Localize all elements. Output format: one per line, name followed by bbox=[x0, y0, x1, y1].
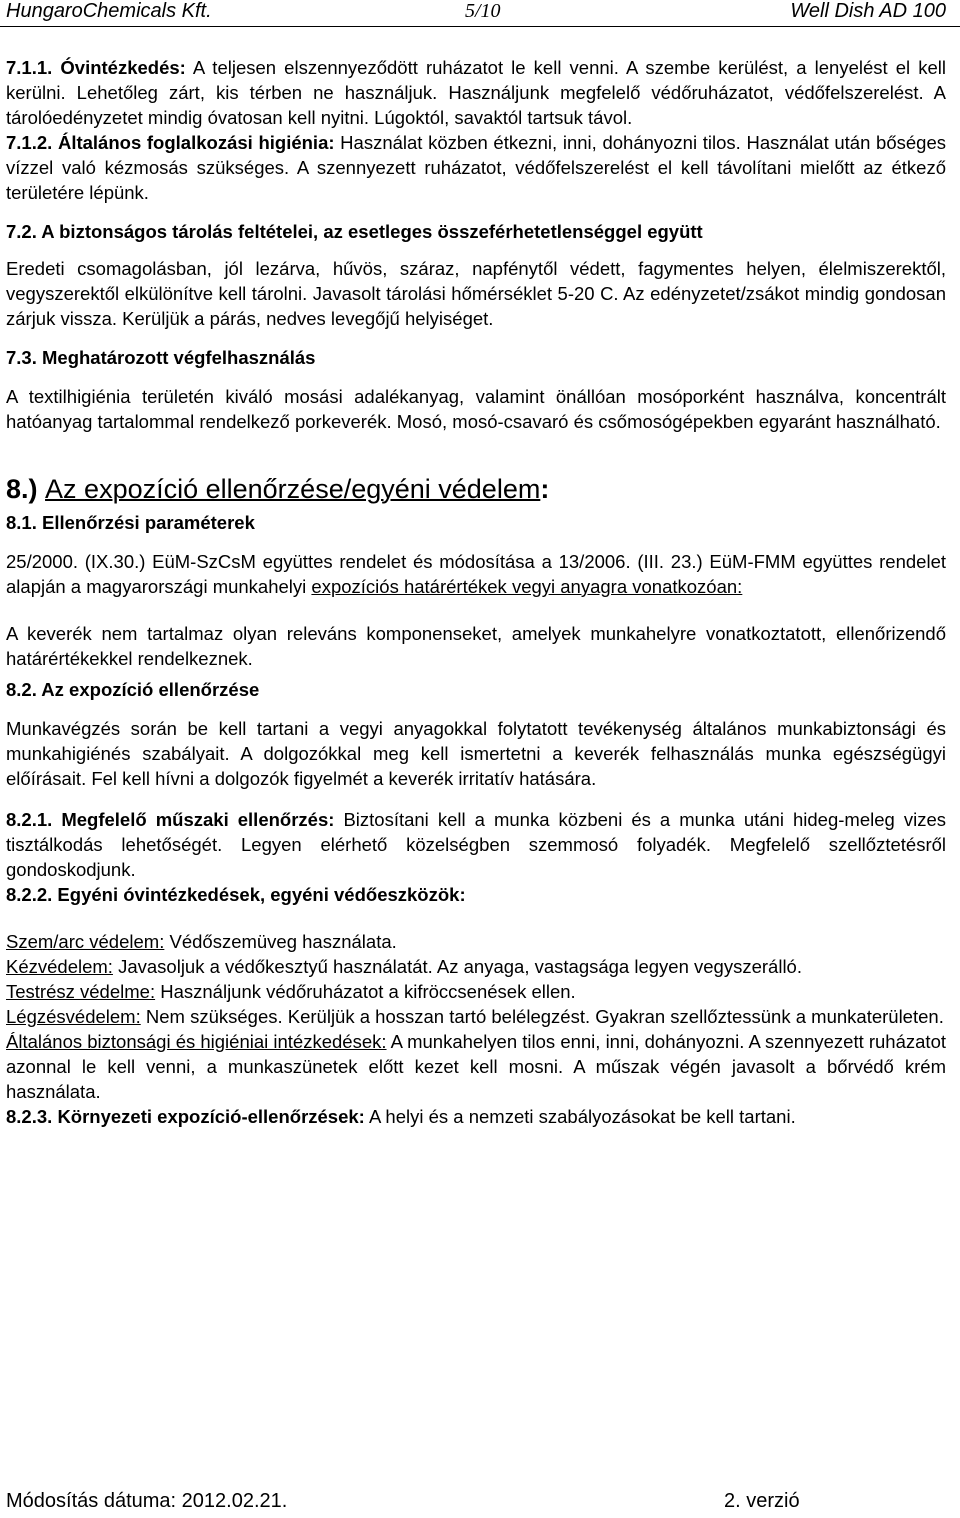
document-body bbox=[6, 55, 946, 1129]
page-footer bbox=[6, 1488, 946, 1514]
section-8-2-1 bbox=[6, 807, 946, 882]
section-8-2-text: Munkavégzés során be kell tartani a vegyi anyagokkal folytatott tevékenység általános munkabiztonsági és munkahigiénés szabályait. A dolgozókkal meg kell ismertetni a keverék felhasználás munka egészségügyi előírásait. Fel kell hívni a dolgozók figyelmét a keverék irritatív hatására. bbox=[6, 718, 946, 789]
section-heading: Általános foglalkozási higiénia: bbox=[57, 132, 335, 153]
header-product-name: Well Dish AD 100 bbox=[790, 0, 946, 22]
general-hygiene bbox=[6, 1029, 946, 1104]
eye-protection bbox=[6, 929, 946, 954]
section-7-3-heading: 7.3. Meghatározott végfelhasználás bbox=[6, 347, 316, 368]
section-number: 7.1.1. bbox=[6, 57, 53, 78]
body-protection-text: Használjunk védőruházatot a kifröccsenések ellen. bbox=[155, 981, 576, 1002]
header-page-number: 5/10 bbox=[465, 0, 501, 22]
general-hygiene-text: A munkahelyen tilos enni, inni, dohányozni. A szennyezett ruházatot azonnal le kell venni, a munkaszünetek előtt kezet kell mosni. A műszak végén javasolt a bőrvédő krém használata. bbox=[6, 1031, 946, 1102]
general-hygiene-label: Általános biztonsági és higiéniai intézkedések: bbox=[6, 1031, 387, 1052]
regulation-text: 25/2000. (IX.30.) EüM-SzCsM együttes rendelet és módosítása a 13/2006. (III. 23.) EüM-FMM együttes rendelet alapján a magyarországi munkahelyi bbox=[6, 551, 946, 597]
section-text: A helyi és a nemzeti szabályozásokat be kell tartani. bbox=[364, 1106, 796, 1127]
respiratory-protection-label: Légzésvédelem: bbox=[6, 1006, 141, 1027]
eye-protection-text: Védőszemüveg használata. bbox=[164, 931, 397, 952]
hand-protection bbox=[6, 954, 946, 979]
section-number: 8.2.1. bbox=[6, 809, 53, 830]
section-heading: Óvintézkedés: bbox=[60, 57, 186, 78]
regulation-underlined: expozíciós határértékek vegyi anyagra vonatkozóan: bbox=[311, 576, 743, 597]
page-header bbox=[0, 0, 960, 27]
section-heading: Környezeti expozíció-ellenőrzések: bbox=[57, 1106, 365, 1127]
footer-modified-date: Módosítás dátuma: 2012.02.21. bbox=[6, 1490, 288, 1512]
section-colon: : bbox=[540, 474, 550, 504]
section-text: Használat közben étkezni, inni, dohányozni tilos. Használat után bőséges vízzel való kézmosás szükséges. A szennyezett ruházatot, védőfelszerelést el kell távolítani mielőtt az étkező területére lépünk. bbox=[6, 132, 946, 203]
section-title: Az expozíció ellenőrzése/egyéni védelem bbox=[45, 474, 541, 504]
section-number: 8.2.3. bbox=[6, 1106, 53, 1127]
section-8-1-heading: 8.1. Ellenőrzési paraméterek bbox=[6, 512, 255, 533]
hand-protection-text: Javasoljuk a védőkesztyű használatát. Az anyaga, vastagsága legyen vegyszerálló. bbox=[112, 956, 802, 977]
section-number: 8. bbox=[6, 474, 29, 504]
body-protection-label: Testrész védelme: bbox=[6, 981, 156, 1002]
section-7-3-text: A textilhigiénia területén kiváló mosási adalékanyag, valamint önállóan mosóporként használva, koncentrált hatóanyag tartalommal rendelkező porkeverék. Mosó, mosó-csavaró és csőmosógépekben egyaránt használható. bbox=[6, 386, 946, 432]
section-7-1-2 bbox=[6, 130, 946, 205]
section-8-1-text bbox=[6, 549, 946, 599]
section-heading: Megfelelő műszaki ellenőrzés: bbox=[61, 809, 335, 830]
header-company: HungaroChemicals Kft. bbox=[6, 0, 212, 22]
footer-version: 2. verzió bbox=[724, 1490, 800, 1512]
section-7-2-text: Eredeti csomagolásban, jól lezárva, hűvös, száraz, napfénytől védett, fagymentes helyen, élelmiszerektől, vegyszerektől elkülönítve kell tárolni. Javasolt tárolási hőmérséklet 5-20 C. Az edényzetet/zsákot mindig gondosan zárjuk vissza. Kerüljük a párás, nedves levegőjű helyiséget. bbox=[6, 258, 946, 329]
section-number: 7.1.2. bbox=[6, 132, 53, 153]
eye-protection-label: Szem/arc védelem: bbox=[6, 931, 165, 952]
respiratory-protection-text: Nem szükséges. Kerüljük a hosszan tartó belélegzést. Gyakran szellőztessünk a munkaterületen. bbox=[140, 1006, 944, 1027]
hand-protection-label: Kézvédelem: bbox=[6, 956, 113, 977]
section-text: A teljesen elszennyeződött ruházatot le kell venni. A szembe kerülést, a lenyelést el kell kerülni. Lehetőleg zárt, kis térben ne használjuk. Használjunk megfelelő védőruházatot, védőfelszerelést. A tárolóedényzetet mindig óvatosan kell nyitni. Lúgoktól, savaktól tartsuk távol. bbox=[6, 57, 946, 128]
section-8-2-2-heading: 8.2.2. Egyéni óvintézkedések, egyéni védőeszközök: bbox=[6, 884, 466, 905]
section-8-2-3 bbox=[6, 1104, 946, 1129]
section-paren: ) bbox=[28, 474, 38, 504]
section-8-heading bbox=[6, 472, 946, 506]
section-8-2-heading: 8.2. Az expozíció ellenőrzése bbox=[6, 679, 260, 700]
section-text: Biztosítani kell a munka közbeni és a munka utáni hideg-meleg vizes tisztálkodás lehetőségét. Legyen elérhető közelségben szemmosó folyadék. Megfelelő szellőztetésről gondoskodjunk. bbox=[6, 809, 946, 880]
respiratory-protection bbox=[6, 1004, 946, 1029]
section-7-1-1 bbox=[6, 55, 946, 130]
section-8-1-text-2: A keverék nem tartalmaz olyan releváns komponenseket, amelyek munkahelyre vonatkoztatott, ellenőrizendő határértékekkel rendelkeznek. bbox=[6, 623, 946, 669]
body-protection bbox=[6, 979, 946, 1004]
section-7-2-heading: 7.2. A biztonságos tárolás feltételei, az esetleges összeférhetetlenséggel együtt bbox=[6, 221, 703, 242]
